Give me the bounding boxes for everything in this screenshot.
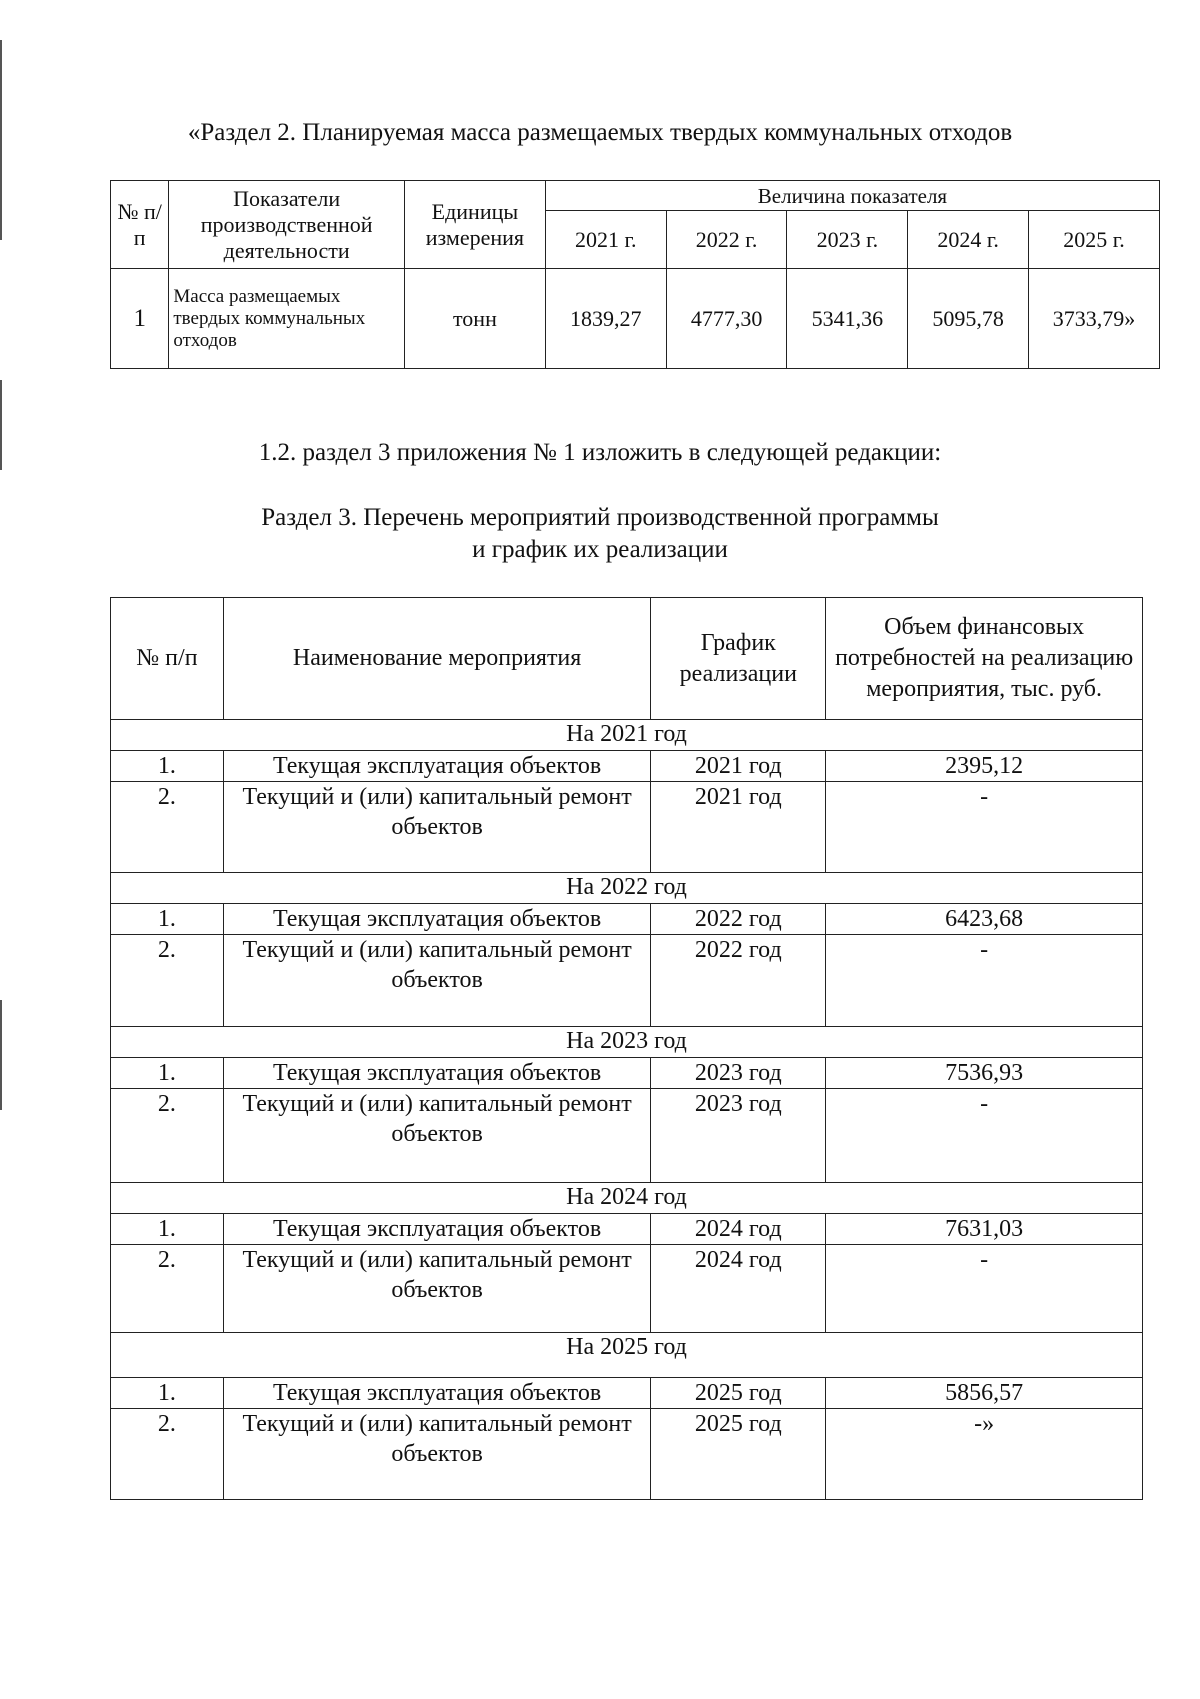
year-header: 2025 г. bbox=[1029, 211, 1160, 269]
item-schedule: 2021 год bbox=[651, 782, 826, 873]
instruction-text: 1.2. раздел 3 приложения № 1 изложить в следующей редакции: bbox=[258, 439, 942, 466]
item-name: Текущая эксплуатация объектов bbox=[223, 1058, 651, 1089]
item-name: Текущий и (или) капитальный ремонт объектов bbox=[223, 935, 651, 1027]
header-name: Наименование мероприятия bbox=[223, 598, 651, 720]
item-num: 2. bbox=[111, 782, 224, 873]
item-amount: 2395,12 bbox=[826, 751, 1143, 782]
activities-table bbox=[110, 597, 1143, 1500]
year-section-label: На 2022 год bbox=[111, 873, 1143, 904]
item-num: 1. bbox=[111, 1378, 224, 1409]
table-row bbox=[111, 1089, 1143, 1183]
item-name: Текущий и (или) капитальный ремонт объектов bbox=[223, 1089, 651, 1183]
item-schedule: 2021 год bbox=[651, 751, 826, 782]
item-num: 1. bbox=[111, 751, 224, 782]
header-value: Величина показателя bbox=[545, 181, 1159, 211]
year-header: 2022 г. bbox=[666, 211, 787, 269]
item-num: 1. bbox=[111, 904, 224, 935]
item-schedule: 2024 год bbox=[651, 1245, 826, 1333]
item-num: 1. bbox=[111, 1058, 224, 1089]
table-row bbox=[111, 904, 1143, 935]
header-schedule: График реализации bbox=[651, 598, 826, 720]
item-amount: 6423,68 bbox=[826, 904, 1143, 935]
item-amount: - bbox=[826, 1089, 1143, 1183]
item-schedule: 2023 год bbox=[651, 1089, 826, 1183]
item-amount: - bbox=[826, 935, 1143, 1027]
item-schedule: 2025 год bbox=[651, 1378, 826, 1409]
table-row bbox=[111, 935, 1143, 1027]
table-row bbox=[111, 782, 1143, 873]
table-row bbox=[111, 1378, 1143, 1409]
item-num: 2. bbox=[111, 935, 224, 1027]
item-amount: 7631,03 bbox=[826, 1214, 1143, 1245]
header-num: № п/п bbox=[111, 598, 224, 720]
header-num: № п/п bbox=[111, 181, 169, 269]
row-value: 5095,78 bbox=[908, 269, 1029, 369]
row-value: 1839,27 bbox=[545, 269, 666, 369]
item-schedule: 2025 год bbox=[651, 1409, 826, 1500]
mass-table bbox=[110, 180, 1160, 369]
year-header: 2021 г. bbox=[545, 211, 666, 269]
year-header: 2023 г. bbox=[787, 211, 908, 269]
item-name: Текущий и (или) капитальный ремонт объектов bbox=[223, 1409, 651, 1500]
item-num: 1. bbox=[111, 1214, 224, 1245]
table-row bbox=[111, 1058, 1143, 1089]
row-num: 1 bbox=[111, 269, 169, 369]
row-value: 3733,79» bbox=[1029, 269, 1160, 369]
item-amount: 7536,93 bbox=[826, 1058, 1143, 1089]
item-name: Текущий и (или) капитальный ремонт объектов bbox=[223, 1245, 651, 1333]
year-section-label: На 2021 год bbox=[111, 720, 1143, 751]
table-row bbox=[111, 1245, 1143, 1333]
row-value: 5341,36 bbox=[787, 269, 908, 369]
section2-title: «Раздел 2. Планируемая масса размещаемых твердых коммунальных отходов bbox=[187, 119, 1013, 146]
row-unit: тонн bbox=[404, 269, 545, 369]
scan-edge-mark bbox=[0, 1000, 2, 1110]
item-amount: - bbox=[826, 782, 1143, 873]
item-name: Текущая эксплуатация объектов bbox=[223, 1378, 651, 1409]
row-name: Масса размещаемых твердых коммунальных отходов bbox=[169, 269, 405, 369]
item-name: Текущий и (или) капитальный ремонт объектов bbox=[223, 782, 651, 873]
item-amount: 5856,57 bbox=[826, 1378, 1143, 1409]
year-section-label: На 2025 год bbox=[111, 1333, 1143, 1378]
section3-title-line1: Раздел 3. Перечень мероприятий производственной программы bbox=[261, 504, 939, 531]
item-name: Текущая эксплуатация объектов bbox=[223, 1214, 651, 1245]
item-num: 2. bbox=[111, 1089, 224, 1183]
item-schedule: 2022 год bbox=[651, 935, 826, 1027]
table-row bbox=[111, 269, 1160, 369]
year-section-label: На 2024 год bbox=[111, 1183, 1143, 1214]
table-row bbox=[111, 1214, 1143, 1245]
item-schedule: 2023 год bbox=[651, 1058, 826, 1089]
item-num: 2. bbox=[111, 1409, 224, 1500]
year-header: 2024 г. bbox=[908, 211, 1029, 269]
item-amount: - bbox=[826, 1245, 1143, 1333]
header-units: Единицы измерения bbox=[404, 181, 545, 269]
item-num: 2. bbox=[111, 1245, 224, 1333]
item-name: Текущая эксплуатация объектов bbox=[223, 904, 651, 935]
section3-title-line2: и график их реализации bbox=[472, 536, 728, 563]
table-row bbox=[111, 1409, 1143, 1500]
year-section-label: На 2023 год bbox=[111, 1027, 1143, 1058]
item-schedule: 2024 год bbox=[651, 1214, 826, 1245]
header-indicators: Показатели производственной деятельности bbox=[169, 181, 405, 269]
table-row bbox=[111, 751, 1143, 782]
header-finance: Объем финансовых потребностей на реализацию мероприятия, тыс. руб. bbox=[826, 598, 1143, 720]
item-schedule: 2022 год bbox=[651, 904, 826, 935]
item-name: Текущая эксплуатация объектов bbox=[223, 751, 651, 782]
item-amount: -» bbox=[826, 1409, 1143, 1500]
row-value: 4777,30 bbox=[666, 269, 787, 369]
